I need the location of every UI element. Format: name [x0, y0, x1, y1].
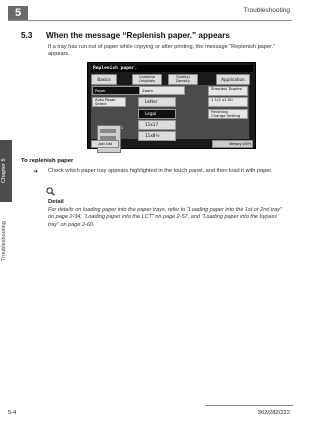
job-list-button: Job List — [91, 140, 119, 148]
footer-divider — [205, 405, 293, 406]
tray-1: Letter — [138, 97, 176, 107]
running-title: Troubleshooting — [243, 7, 290, 14]
detail-label: Detail — [48, 199, 64, 205]
magnifier-icon — [46, 187, 55, 196]
section-side-label: Troubleshooting — [1, 221, 7, 261]
panel-content-area — [91, 85, 249, 139]
finishing-label: Finishing — [211, 109, 228, 114]
model-numbers: 362/282/222 — [257, 410, 290, 416]
procedure-step: Check which paper tray appears highlighted in the touch panel, and then load it with paper. — [48, 168, 273, 174]
auto-paper-button: Auto Paper Select — [92, 97, 126, 107]
ratio-display: 1 1/2 x1.00 — [208, 97, 248, 107]
tray-4: 11x8½ — [138, 131, 176, 141]
intro-paragraph: If a tray has run out of paper while copying or after printing, the message “Replenish paper.” appears. — [48, 44, 275, 58]
tray-3: 11x17 — [138, 120, 176, 130]
section-title: When the message “Replenish paper.” appears — [46, 31, 230, 40]
tab-combine-originals: Combine Originals — [132, 74, 162, 85]
tab-basics: Basics — [91, 74, 117, 85]
paper-button: Paper — [92, 86, 140, 95]
machine-illustration-icon — [97, 125, 124, 153]
page-number: 5-4 — [8, 410, 17, 416]
chapter-side-label: Chapter 5 — [1, 158, 7, 184]
chapter-number-badge: 5 — [8, 6, 28, 20]
detail-body: For details on loading paper into the paper trays, refer to “Loading paper into the 1st or 2nd tray” on page 2-34, “Loading paper into the LCT” on page 2-57, and “Loading paper into the bypass tray” on page 2-60. — [48, 207, 282, 228]
procedure-heading: To replenish paper — [21, 158, 74, 164]
section-number: 5.3 — [21, 31, 33, 40]
zoom-button: Zoom — [139, 86, 185, 95]
tab-quality-density: Quality/ Density — [168, 74, 198, 85]
tab-application: Application — [216, 74, 250, 85]
tray-number-label: 1 — [121, 125, 124, 130]
finishing-button — [208, 109, 248, 119]
step-arrow-icon: ➔ — [33, 169, 39, 175]
panel-message: Replenish paper. — [91, 65, 253, 72]
change-setting-label: Change Setting — [211, 113, 241, 118]
tray-2-highlighted: Legal — [138, 109, 176, 119]
touch-panel-screenshot — [87, 62, 256, 149]
duplex-button: Simplex/ Duplex — [208, 86, 248, 96]
memory-indicator: Memory 100% — [212, 140, 253, 148]
chapter-side-tab — [0, 140, 12, 202]
header-divider — [8, 20, 292, 21]
